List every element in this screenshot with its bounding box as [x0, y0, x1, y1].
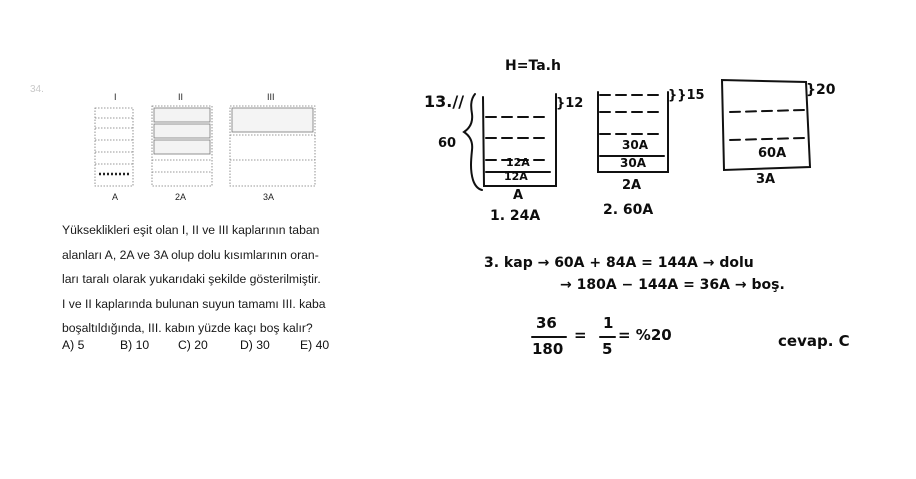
fraction-2-denominator: 5: [602, 340, 613, 358]
c2-seg-upper: 30A: [622, 138, 648, 152]
percent-result: = %20: [618, 326, 672, 344]
answer-text: cevap. C: [778, 332, 850, 350]
formula: H=Ta.h: [505, 58, 561, 74]
height-label: 13.//: [424, 92, 465, 111]
container-label-1: I: [114, 92, 117, 102]
container-label-3: III: [267, 92, 275, 102]
c1-seg-lower: 12A: [504, 170, 528, 183]
option-d: D) 30: [240, 338, 270, 352]
base-label-1: A: [112, 192, 119, 202]
fraction-2-numerator: 1: [603, 314, 614, 332]
question-line: Yükseklikleri eşit olan I, II ve III kaplarının taban: [62, 223, 320, 237]
question-line: I ve II kaplarında bulunan suyun tamamı III. kaba: [62, 296, 326, 311]
step-1: 3. kap → 60A + 84A = 144A → dolu: [484, 255, 754, 271]
c2-result: 2. 60A: [603, 202, 654, 218]
question-line: alanları A, 2A ve 3A olup dolu kısımlarının oran-: [62, 247, 319, 262]
c1-base: A: [513, 188, 524, 203]
c1-result: 1. 24A: [490, 208, 541, 224]
option-b: B) 10: [120, 338, 150, 352]
base-label-2: 2A: [175, 192, 187, 202]
base-label-3: 3A: [263, 192, 275, 202]
question-line: boşaltıldığında, III. kabın yüzde kaçı boş kalır?: [62, 321, 313, 335]
option-e: E) 40: [300, 338, 330, 352]
option-c: C) 20: [178, 338, 208, 352]
step-2: → 180A − 144A = 36A → boş.: [560, 277, 785, 293]
option-a: A) 5: [62, 338, 85, 352]
side-label: 60: [438, 136, 457, 151]
container-1: [95, 108, 133, 186]
c3-top-gap: }20: [806, 82, 836, 98]
answer-options: [62, 338, 392, 352]
container-2: [152, 106, 212, 186]
c2-base: 2A: [622, 178, 642, 193]
c2-seg-lower: 30A: [620, 156, 646, 170]
c3-base: 3A: [756, 172, 776, 187]
question-text: [62, 218, 382, 341]
fraction-1-numerator: 36: [536, 314, 557, 332]
c2-top-gap: }}15: [668, 88, 705, 103]
c3-seg: 60A: [758, 146, 787, 161]
fraction-1-denominator: 180: [532, 340, 564, 358]
question-number: 34.: [30, 84, 44, 95]
c1-top-gap: }12: [556, 96, 584, 111]
container-3: [230, 106, 315, 186]
question-line: ları taralı olarak yukarıdaki şekilde gösterilmiştir.: [62, 272, 321, 286]
container-label-2: II: [178, 92, 184, 102]
c1-seg-upper: 12A: [506, 156, 530, 169]
equals-sign: =: [574, 326, 587, 344]
